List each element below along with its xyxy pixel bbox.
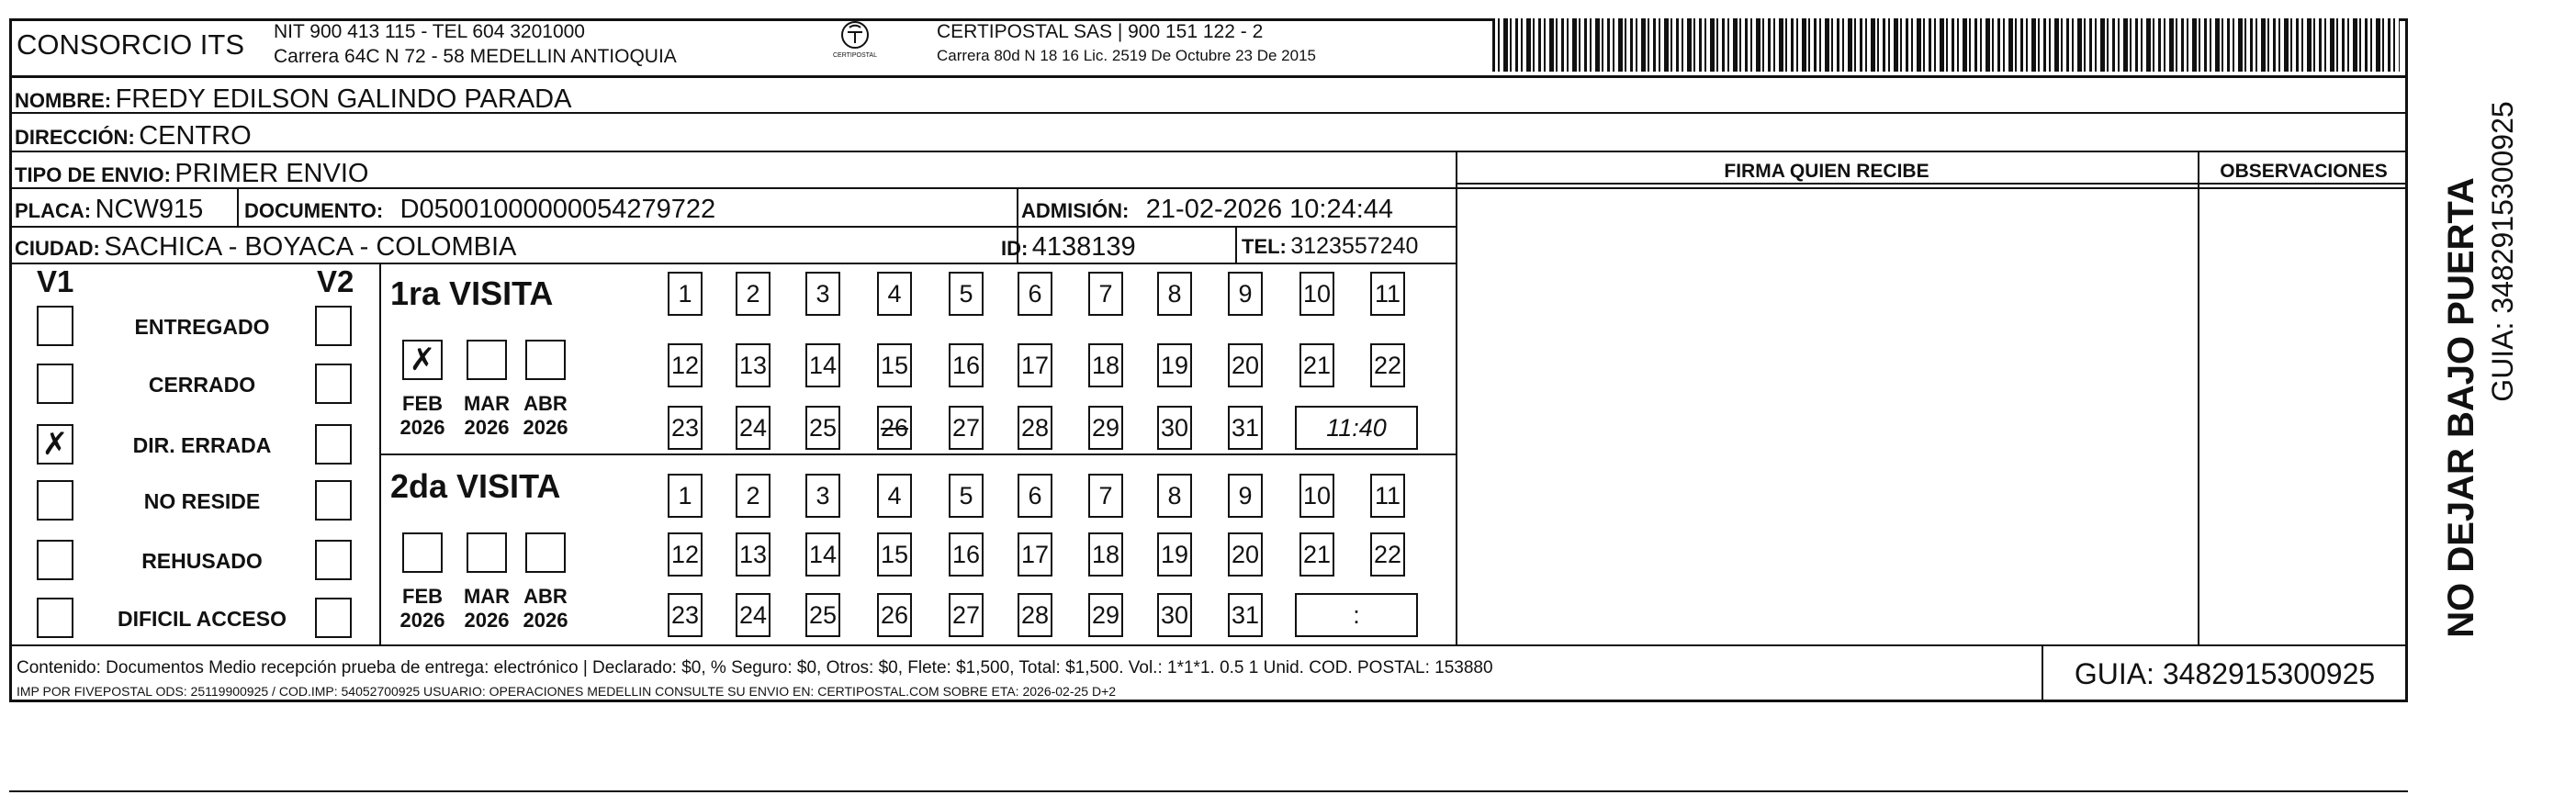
day-box[interactable]: 30 [1157, 406, 1192, 450]
day-box[interactable]: 3 [805, 474, 840, 518]
rule [9, 644, 2408, 646]
rule [9, 151, 2408, 152]
nombre-label: NOMBRE: [15, 89, 112, 112]
day-box[interactable]: 30 [1157, 593, 1192, 637]
v2-checkbox[interactable] [315, 424, 352, 465]
footer-guia: GUIA: 3482915300925 [2074, 657, 2376, 690]
rule [237, 187, 239, 226]
day-box[interactable]: 28 [1018, 593, 1052, 637]
v1-checkbox[interactable] [37, 598, 73, 638]
firma-header: FIRMA QUIEN RECIBE [1724, 161, 1929, 182]
day-box[interactable]: 20 [1228, 532, 1263, 577]
month-year: 2026 [399, 609, 445, 632]
day-box[interactable]: 7 [1088, 474, 1123, 518]
ciudad-label: CIUDAD: [15, 237, 100, 260]
company-address: Carrera 64C N 72 - 58 MEDELLIN ANTIOQUIA [274, 46, 677, 67]
certipostal-line1: CERTIPOSTAL SAS | 900 151 122 - 2 [937, 21, 1264, 42]
month-checkbox[interactable] [525, 340, 566, 380]
day-box[interactable]: 6 [1018, 272, 1052, 316]
v2-checkbox[interactable] [315, 364, 352, 404]
direccion-value: CENTRO [139, 121, 252, 151]
day-box[interactable]: 2 [736, 474, 771, 518]
month-checkbox[interactable] [402, 532, 443, 573]
v1-checkbox[interactable] [37, 306, 73, 346]
day-box[interactable]: 3 [805, 272, 840, 316]
nombre-value: FREDY EDILSON GALINDO PARADA [115, 84, 572, 114]
direccion-label: DIRECCIÓN: [15, 126, 135, 149]
month-checkbox[interactable] [525, 532, 566, 573]
day-box[interactable]: 18 [1088, 343, 1123, 387]
tear-line [9, 790, 2408, 792]
form-frame [9, 18, 2408, 702]
rule [9, 75, 2408, 78]
day-box[interactable]: 12 [668, 532, 703, 577]
visit1-title: 1ra VISITA [390, 274, 554, 312]
day-box[interactable]: 19 [1157, 343, 1192, 387]
day-box[interactable]: 8 [1157, 272, 1192, 316]
v2-checkbox[interactable] [315, 598, 352, 638]
day-box[interactable]: 19 [1157, 532, 1192, 577]
day-box[interactable]: 28 [1018, 406, 1052, 450]
id-label: ID: [1001, 237, 1029, 260]
day-box[interactable]: 31 [1228, 406, 1263, 450]
admision-label: ADMISIÓN: [1021, 199, 1130, 222]
rule [1235, 226, 1237, 263]
day-box[interactable]: 12 [668, 343, 703, 387]
observaciones-header: OBSERVACIONES [2220, 161, 2388, 182]
time-box[interactable]: 11:40 [1295, 406, 1418, 450]
day-box[interactable]: 15 [877, 343, 912, 387]
tipo-value: PRIMER ENVIO [174, 159, 369, 188]
no-dejar-warning: NO DEJAR BAJO PUERTA [2441, 177, 2481, 638]
day-box[interactable]: 25 [805, 593, 840, 637]
day-box[interactable]: 26 [877, 406, 912, 450]
status-label-cerrado: CERRADO [148, 373, 256, 397]
company-nit: NIT 900 413 115 - TEL 604 3201000 [274, 21, 585, 42]
v2-checkbox[interactable] [315, 540, 352, 580]
v2-checkbox[interactable] [315, 480, 352, 521]
month-label: ABR [523, 392, 568, 415]
month-label: ABR [523, 585, 568, 608]
day-box[interactable]: 23 [668, 593, 703, 637]
day-box[interactable]: 4 [877, 474, 912, 518]
footer-imp: IMP POR FIVEPOSTAL ODS: 25119900925 / COD.IMP: 54052700925 USUARIO: OPERACIONES MEDELLIN CONSULTE SU ENVIO EN: CERTIPOSTAL.COM SOBRE ETA: 2026-02-25 D+2 [17, 684, 1117, 699]
day-box[interactable]: 14 [805, 343, 840, 387]
day-box[interactable]: 7 [1088, 272, 1123, 316]
v1-label: V1 [37, 264, 74, 298]
day-box[interactable]: 15 [877, 532, 912, 577]
direccion-row [15, 123, 252, 150]
month-year: 2026 [464, 609, 510, 632]
status-label-no-reside: NO RESIDE [143, 489, 261, 513]
day-box[interactable]: 17 [1018, 343, 1052, 387]
documento-value: D05001000000054279722 [399, 195, 716, 224]
admision-row [1021, 196, 1393, 223]
month-checkbox[interactable]: ✗ [402, 340, 443, 380]
day-box[interactable]: 27 [949, 406, 984, 450]
day-box[interactable]: 25 [805, 406, 840, 450]
tipo-row [15, 161, 368, 187]
day-box[interactable]: 10 [1299, 272, 1334, 316]
day-box[interactable]: 23 [668, 406, 703, 450]
logo-text: CERTIPOSTAL [833, 52, 877, 59]
day-box[interactable]: 1 [668, 272, 703, 316]
documento-row [244, 196, 715, 223]
ciudad-row [15, 234, 516, 261]
tel-label: TEL: [1242, 235, 1287, 258]
month-year: 2026 [523, 609, 568, 632]
id-value: 4138139 [1031, 232, 1136, 262]
side-guia: GUIA: 3482915300925 [2486, 101, 2519, 402]
placa-value: NCW915 [95, 195, 204, 224]
day-box[interactable]: 2 [736, 272, 771, 316]
v2-label: V2 [317, 264, 354, 298]
certipostal-line2: Carrera 80d N 18 16 Lic. 2519 De Octubre 23 De 2015 [937, 47, 1316, 64]
day-box[interactable]: 16 [949, 343, 984, 387]
day-box[interactable]: 22 [1370, 343, 1405, 387]
day-box[interactable]: 20 [1228, 343, 1263, 387]
month-label: FEB [402, 392, 443, 415]
tel-row [1242, 235, 1418, 258]
tipo-label: TIPO DE ENVIO: [15, 163, 171, 186]
month-label: FEB [402, 585, 443, 608]
visit2-title: 2da VISITA [390, 467, 561, 505]
month-checkbox[interactable] [467, 532, 507, 573]
month-year: 2026 [464, 416, 510, 439]
day-box[interactable]: 24 [736, 406, 771, 450]
v1-checkbox[interactable] [37, 480, 73, 521]
month-label: MAR [463, 392, 511, 415]
id-row [1001, 234, 1136, 261]
day-box[interactable]: 10 [1299, 474, 1334, 518]
month-checkbox[interactable] [467, 340, 507, 380]
day-box[interactable]: 13 [736, 532, 771, 577]
v1-checkbox[interactable] [37, 540, 73, 580]
rule [1456, 183, 2408, 185]
day-box[interactable]: 31 [1228, 593, 1263, 637]
day-box[interactable]: 16 [949, 532, 984, 577]
rule [9, 263, 1456, 264]
day-box[interactable]: 24 [736, 593, 771, 637]
day-box[interactable]: 1 [668, 474, 703, 518]
day-box[interactable]: 6 [1018, 474, 1052, 518]
status-label-dir-errada: DIR. ERRADA [132, 433, 272, 457]
day-box[interactable]: 14 [805, 532, 840, 577]
certipostal-logo [823, 20, 887, 66]
barcode [1492, 18, 2400, 72]
day-box[interactable]: 26 [877, 593, 912, 637]
rule [1456, 187, 2408, 189]
day-box[interactable]: 11 [1370, 272, 1405, 316]
placa-label: PLACA: [15, 199, 92, 222]
day-box[interactable]: 18 [1088, 532, 1123, 577]
v1-checkbox[interactable] [37, 364, 73, 404]
month-year: 2026 [523, 416, 568, 439]
rule [2198, 151, 2199, 644]
month-label: MAR [463, 585, 511, 608]
rule [1456, 151, 1457, 644]
day-box[interactable]: 21 [1299, 343, 1334, 387]
day-box[interactable]: 4 [877, 272, 912, 316]
rule [379, 453, 1456, 455]
status-label-entregado: ENTREGADO [134, 315, 270, 339]
placa-row [15, 196, 203, 223]
day-box[interactable]: 13 [736, 343, 771, 387]
day-box[interactable]: 9 [1228, 474, 1263, 518]
footer-contenido: Contenido: Documentos Medio recepción prueba de entrega: electrónico | Declarado: $0, % Seguro: $0, Otros: $0, Flete: $1,500, Total: $1,500. Vol.: 1*1*1. 0.5 1 Unid. COD. POSTAL: 153880 [17, 658, 1493, 677]
documento-label: DOCUMENTO: [244, 199, 384, 222]
day-box[interactable]: 17 [1018, 532, 1052, 577]
nombre-row [15, 86, 571, 113]
status-label-rehusado: REHUSADO [141, 549, 263, 573]
day-box[interactable]: 27 [949, 593, 984, 637]
admision-value: 21-02-2026 10:24:44 [1145, 195, 1394, 224]
day-box[interactable]: 29 [1088, 406, 1123, 450]
rule [9, 226, 1456, 228]
month-year: 2026 [399, 416, 445, 439]
day-box[interactable]: 22 [1370, 532, 1405, 577]
status-label-dificil-acceso: DIFICIL ACCESO [117, 607, 287, 631]
v1-checkbox[interactable]: ✗ [37, 424, 73, 465]
day-box[interactable]: 5 [949, 474, 984, 518]
day-box[interactable]: 21 [1299, 532, 1334, 577]
company-name: CONSORCIO ITS [17, 28, 245, 61]
ciudad-value: SACHICA - BOYACA - COLOMBIA [104, 232, 517, 262]
day-box[interactable]: 11 [1370, 474, 1405, 518]
day-box[interactable]: 29 [1088, 593, 1123, 637]
time-box[interactable]: : [1295, 593, 1418, 637]
tel-value: 3123557240 [1290, 233, 1419, 259]
v2-checkbox[interactable] [315, 306, 352, 346]
day-box[interactable]: 5 [949, 272, 984, 316]
rule [379, 263, 381, 644]
day-box[interactable]: 9 [1228, 272, 1263, 316]
day-box[interactable]: 8 [1157, 474, 1192, 518]
